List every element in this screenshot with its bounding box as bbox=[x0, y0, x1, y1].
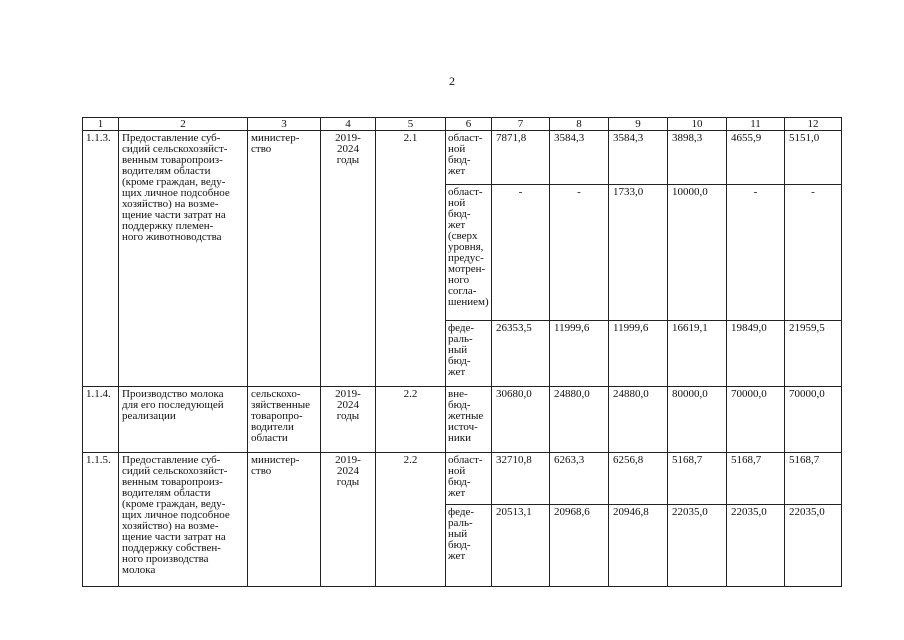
value-cell: 24880,0 bbox=[609, 387, 668, 453]
value-cell: 22035,0 bbox=[785, 505, 842, 587]
value-cell: 24880,0 bbox=[550, 387, 609, 453]
executor: сельскохо- зяйственные товаропро- водители области bbox=[248, 387, 321, 453]
funding-source: феде- раль- ный бюд- жет bbox=[446, 321, 492, 387]
header-row bbox=[83, 118, 842, 131]
header-cell: 8 bbox=[550, 118, 609, 131]
header-cell: 1 bbox=[83, 118, 119, 131]
header-cell: 10 bbox=[668, 118, 727, 131]
value-cell: 20513,1 bbox=[492, 505, 550, 587]
value-cell: 3584,3 bbox=[609, 131, 668, 185]
header-cell: 5 bbox=[376, 118, 446, 131]
header-cell: 6 bbox=[446, 118, 492, 131]
value-cell: 32710,8 bbox=[492, 453, 550, 505]
budget-table bbox=[82, 117, 842, 587]
value-cell: 11999,6 bbox=[550, 321, 609, 387]
row-code: 1.1.5. bbox=[83, 453, 119, 587]
value-cell: 5168,7 bbox=[727, 453, 785, 505]
value-cell: - bbox=[550, 185, 609, 321]
header-cell: 3 bbox=[248, 118, 321, 131]
table-row bbox=[83, 453, 842, 505]
value-cell: 22035,0 bbox=[727, 505, 785, 587]
value-cell: 30680,0 bbox=[492, 387, 550, 453]
funding-source: вне- бюд- жетные источ- ники bbox=[446, 387, 492, 453]
value-cell: 7871,8 bbox=[492, 131, 550, 185]
funding-source: област- ной бюд- жет bbox=[446, 131, 492, 185]
executor: министер- ство bbox=[248, 453, 321, 587]
value-cell: 20968,6 bbox=[550, 505, 609, 587]
value-cell: 4655,9 bbox=[727, 131, 785, 185]
funding-source: област- ной бюд- жет (сверх уровня, предус- мотрен- ного согла- шением) bbox=[446, 185, 492, 321]
funding-source: област- ной бюд- жет bbox=[446, 453, 492, 505]
header-cell: 2 bbox=[119, 118, 248, 131]
measure-name: Предоставление суб- сидий сельскохозяйст- венным товаропроиз- водителям области (кроме граждан, веду- щих личное подсобное хозяйство) на возме- щение части затрат на поддержку собствен- ного производства молока bbox=[119, 453, 248, 587]
value-cell: 80000,0 bbox=[668, 387, 727, 453]
header-cell: 11 bbox=[727, 118, 785, 131]
value-cell: 70000,0 bbox=[785, 387, 842, 453]
value-cell: 3584,3 bbox=[550, 131, 609, 185]
value-cell: 6263,3 bbox=[550, 453, 609, 505]
value-cell: 5168,7 bbox=[668, 453, 727, 505]
header-cell: 4 bbox=[321, 118, 376, 131]
value-cell: - bbox=[727, 185, 785, 321]
row-code: 1.1.4. bbox=[83, 387, 119, 453]
value-cell: 22035,0 bbox=[668, 505, 727, 587]
years: 2019- 2024 годы bbox=[321, 131, 376, 387]
table-row bbox=[83, 131, 842, 185]
page-number: 2 bbox=[449, 74, 455, 88]
value-cell: 5151,0 bbox=[785, 131, 842, 185]
measure-name: Предоставление суб- сидий сельскохозяйст- венным товаропроиз- водителям области (кроме граждан, веду- щих личное подсобное хозяйство) на возме- щение части затрат на поддержку племен- ного животноводства bbox=[119, 131, 248, 387]
value-cell: 10000,0 bbox=[668, 185, 727, 321]
ref-number: 2.1 bbox=[376, 131, 446, 387]
header-cell: 12 bbox=[785, 118, 842, 131]
ref-number: 2.2 bbox=[376, 387, 446, 453]
value-cell: 5168,7 bbox=[785, 453, 842, 505]
value-cell: 3898,3 bbox=[668, 131, 727, 185]
value-cell: 26353,5 bbox=[492, 321, 550, 387]
measure-name: Производство молока для его последующей реализации bbox=[119, 387, 248, 453]
value-cell: 6256,8 bbox=[609, 453, 668, 505]
header-cell: 9 bbox=[609, 118, 668, 131]
value-cell: 1733,0 bbox=[609, 185, 668, 321]
value-cell: 11999,6 bbox=[609, 321, 668, 387]
value-cell: 21959,5 bbox=[785, 321, 842, 387]
value-cell: - bbox=[492, 185, 550, 321]
row-code: 1.1.3. bbox=[83, 131, 119, 387]
header-cell: 7 bbox=[492, 118, 550, 131]
value-cell: - bbox=[785, 185, 842, 321]
years: 2019- 2024 годы bbox=[321, 453, 376, 587]
executor: министер- ство bbox=[248, 131, 321, 387]
years: 2019- 2024 годы bbox=[321, 387, 376, 453]
value-cell: 20946,8 bbox=[609, 505, 668, 587]
value-cell: 70000,0 bbox=[727, 387, 785, 453]
value-cell: 19849,0 bbox=[727, 321, 785, 387]
ref-number: 2.2 bbox=[376, 453, 446, 587]
table-row bbox=[83, 387, 842, 453]
funding-source: феде- раль- ный бюд- жет bbox=[446, 505, 492, 587]
value-cell: 16619,1 bbox=[668, 321, 727, 387]
